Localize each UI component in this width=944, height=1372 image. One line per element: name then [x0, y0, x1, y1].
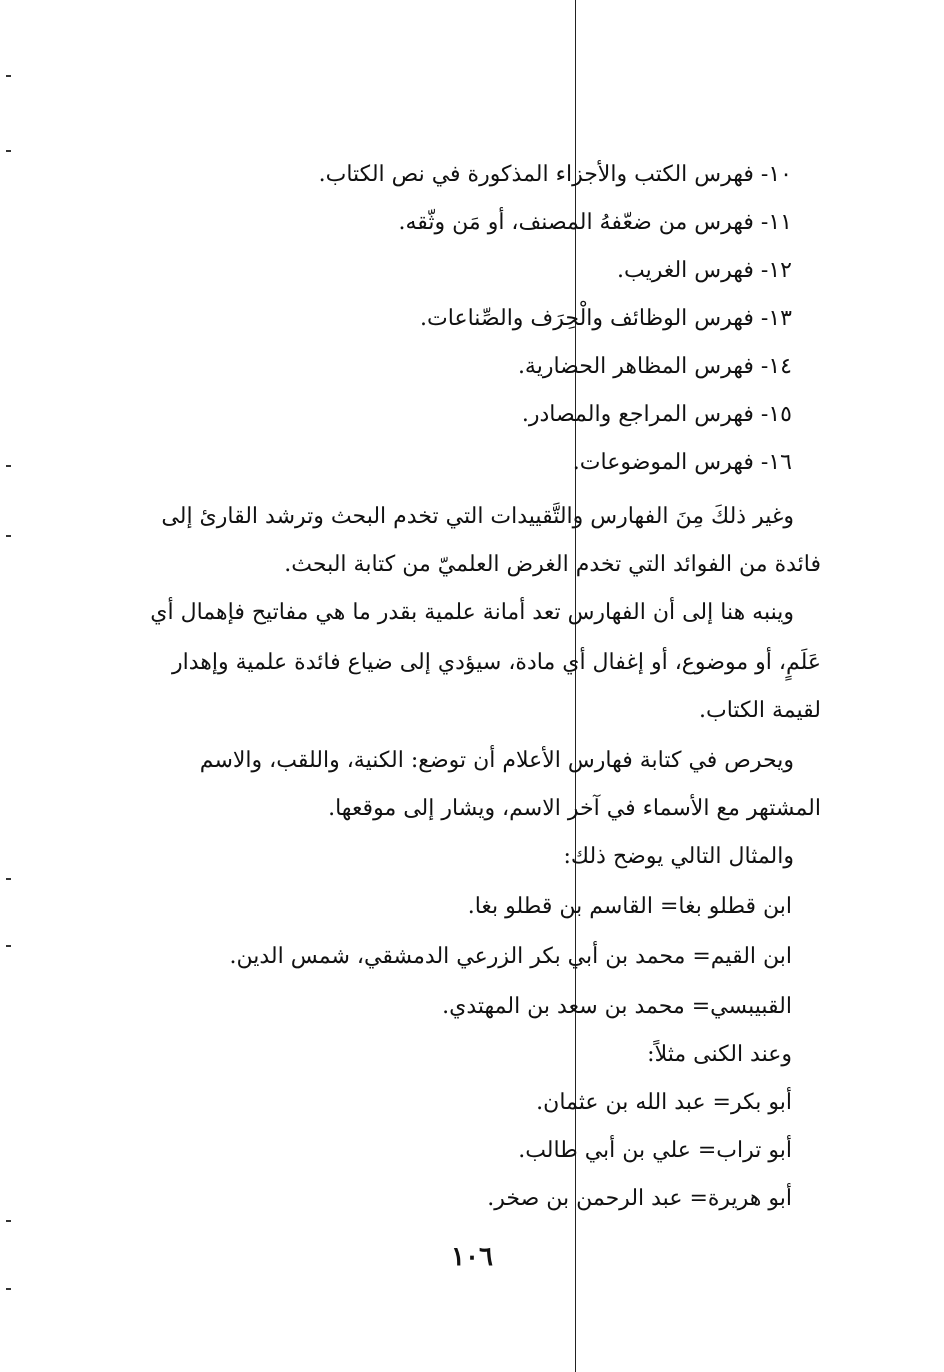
kunya-line: أبو هريرة= عبد الرحمن بن صخر.: [487, 1186, 792, 1211]
index-item: ١٠- فهرس الكتب والأجزاء المذكورة في نص الكتاب.: [318, 162, 792, 187]
index-item: ١٢- فهرس الغريب.: [617, 258, 792, 283]
paragraph-line: وينبه هنا إلى أن الفهارس تعد أمانة علمية بقدر ما هي مفاتيح فإهمال أي: [150, 600, 794, 625]
paragraph-line: لقيمة الكتاب.: [699, 698, 821, 723]
margin-mark: [6, 150, 11, 152]
index-item: ١٣- فهرس الوظائف والْحِرَف والصِّناعات.: [420, 306, 792, 331]
kunya-intro: وعند الكنى مثلاً:: [647, 1042, 792, 1067]
index-item: ١٦- فهرس الموضوعات.: [572, 450, 792, 475]
kunya-line: أبو بكر= عبد الله بن عثمان.: [536, 1090, 792, 1115]
example-line: القبيبسي= محمد بن سعد بن المهتدي.: [442, 994, 792, 1019]
index-item: ١٥- فهرس المراجع والمصادر.: [521, 402, 792, 427]
paragraph-line: ويحرص في كتابة فهارس الأعلام أن توضع: الكنية، واللقب، والاسم: [199, 748, 794, 773]
example-intro: والمثال التالي يوضح ذلك:: [563, 844, 794, 869]
margin-mark: [6, 1288, 11, 1290]
margin-mark: [6, 1220, 11, 1222]
paragraph-line: المشتهر مع الأسماء في آخر الاسم، ويشار إلى موقعها.: [328, 796, 821, 821]
index-item: ١٤- فهرس المظاهر الحضارية.: [517, 354, 792, 379]
paragraph-line: عَلَمٍ، أو موضوع، أو إغفال أي مادة، سيؤدي إلى ضياع فائدة علمية وإهدار: [172, 650, 821, 675]
margin-mark: [6, 465, 11, 467]
margin-mark: [6, 878, 11, 880]
margin-mark: [6, 535, 11, 537]
page-fold-line: [575, 0, 576, 1372]
kunya-line: أبو تراب= علي بن أبي طالب.: [518, 1138, 792, 1163]
paragraph-line: وغير ذلكَ مِنَ الفهارس والتَّقييدات التي تخدم البحث وترشد القارئ إلى: [161, 504, 794, 529]
margin-mark: [6, 945, 11, 947]
margin-mark: [6, 75, 11, 77]
example-line: ابن قطلو بغا= القاسم بن قطلو بغا.: [467, 894, 792, 919]
example-line: ابن القيم= محمد بن أبي بكر الزرعي الدمشقي، شمس الدين.: [229, 944, 792, 969]
page-number: ١٠٦: [451, 1242, 493, 1272]
index-item: ١١- فهرس من ضعّفهُ المصنف، أو مَن وثّقه.: [398, 210, 792, 235]
paragraph-line: فائدة من الفوائد التي تخدم الغرض العلميّ من كتابة البحث.: [284, 552, 821, 577]
